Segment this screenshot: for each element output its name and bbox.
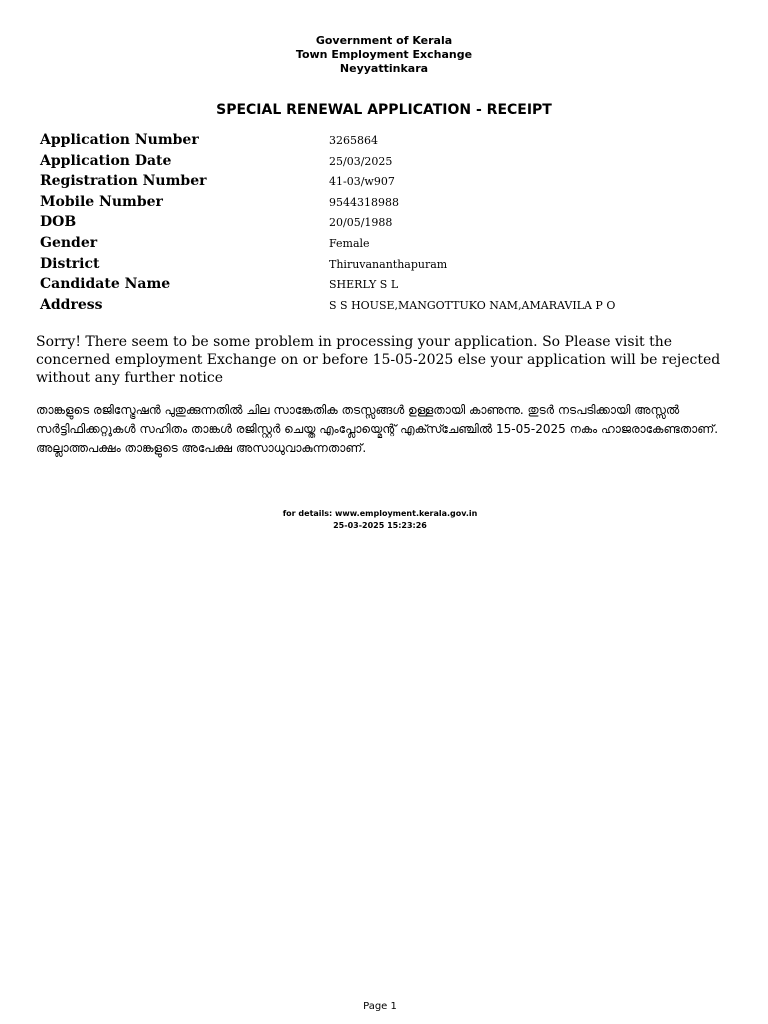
footer-timestamp: 25-03-2025 15:23:26 [333, 521, 427, 530]
field-label: Registration Number [40, 173, 207, 190]
notice-english: Sorry! There seem to be some problem in processing your application. So Please visit the concerned employment Exchange on or before 15-05-2025 else your application will be rejected without any further notice [36, 334, 721, 386]
field-mobile-number [40, 194, 740, 215]
field-value: 41-03/w907 [329, 175, 395, 189]
receipt-fields [40, 132, 740, 317]
field-registration-number [40, 173, 740, 194]
field-label: Application Date [40, 152, 172, 169]
field-value: 9544318988 [329, 195, 399, 209]
page-title: SPECIAL RENEWAL APPLICATION - RECEIPT [216, 102, 552, 118]
field-label: District [40, 255, 100, 272]
footer-details-link: for details: www.employment.kerala.gov.in [282, 509, 478, 518]
field-label: DOB [40, 214, 77, 231]
header-exchange: Town Employment Exchange [295, 48, 473, 61]
field-label: Gender [40, 234, 98, 251]
field-value: 25/03/2025 [329, 154, 393, 168]
field-application-number [40, 132, 740, 153]
field-dob [40, 214, 740, 235]
field-label: Mobile Number [40, 193, 163, 210]
field-value: SHERLY S L [329, 278, 399, 292]
field-value: S S HOUSE,MANGOTTUKO NAM,AMARAVILA P O [329, 298, 616, 312]
field-label: Application Number [40, 132, 199, 148]
footer [0, 508, 760, 532]
field-address [40, 297, 740, 318]
field-value: 3265864 [329, 134, 378, 147]
office-header [0, 34, 768, 76]
field-value: Thiruvananthapuram [329, 257, 448, 271]
field-application-date [40, 153, 740, 174]
field-label: Candidate Name [40, 276, 171, 293]
field-value: Female [329, 236, 370, 250]
header-government: Government of Kerala [315, 34, 453, 47]
page-number: Page 1 [363, 1001, 397, 1012]
field-value: 20/05/1988 [329, 216, 393, 230]
header-location: Neyyattinkara [339, 62, 429, 75]
notice-malayalam: താങ്കളുടെ രജിസ്ട്രേഷൻ പുതുക്കുന്നതിൽ ചില സാങ്കേതിക തടസ്സങ്ങൾ ഉള്ളതായി കാണുന്നു. തുടർ നടപടിക്കായി അസ്സൽ സർട്ടിഫിക്കറ്റുകൾ സഹിതം താങ്കൾ രജിസ്റ്റർ ചെയ്ത എംപ്ലോയ്മെന്റ് എക്സ്ചേഞ്ചിൽ 15-05-2025 നകം ഹാജരാകേണ്ടതാണ്. അല്ലാത്തപക്ഷം താങ്കളുടെ അപേക്ഷ അസാധുവാകുന്നതാണ്. [36, 403, 719, 455]
field-candidate-name [40, 276, 740, 297]
field-label: Address [40, 296, 103, 313]
field-district [40, 256, 740, 277]
field-gender [40, 235, 740, 256]
